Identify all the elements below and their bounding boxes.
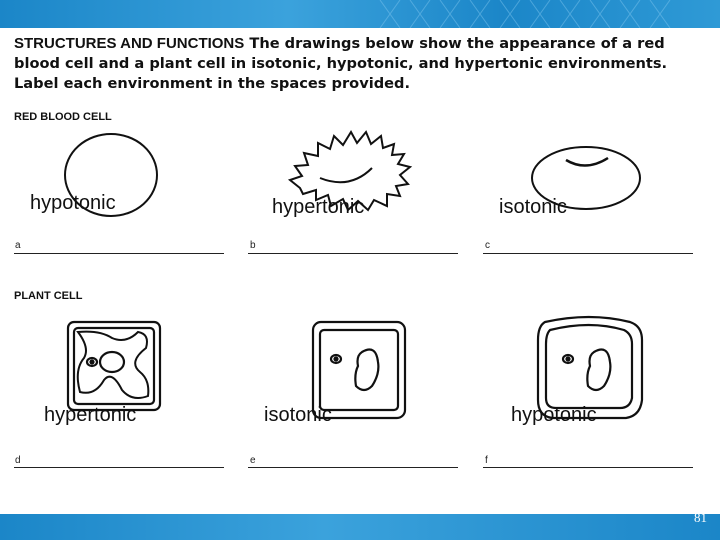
heading-title: STRUCTURES AND FUNCTIONS [14, 35, 245, 52]
letter-d: d [15, 455, 21, 466]
answer-line-f [483, 467, 693, 468]
section-red-blood-cell: RED BLOOD CELL [14, 111, 112, 123]
answer-line-a [14, 253, 224, 254]
rbc-hypertonic-dimple [320, 168, 372, 182]
page-number: 81 [694, 510, 707, 525]
answer-line-e [248, 467, 458, 468]
letter-c: c [485, 240, 490, 251]
section-plant-cell: PLANT CELL [14, 290, 83, 302]
plant-hypertonic-drawing [68, 322, 160, 410]
letter-f: f [485, 455, 488, 466]
answer-line-d [14, 467, 224, 468]
letter-a: a [15, 240, 21, 251]
answer-e: isotonic [264, 404, 332, 426]
answer-a: hypotonic [30, 192, 116, 214]
bottom-banner [0, 514, 720, 540]
answer-line-b [248, 253, 458, 254]
letter-b: b [250, 240, 256, 251]
letter-e: e [250, 455, 256, 466]
heading-text: The drawings below show the appearance of a red blood cell and a plant cell in isotonic, hypotonic, and hypertonic environments. Label each environment in the spaces provided. [14, 35, 668, 92]
rbc-isotonic-dimple [566, 158, 608, 166]
plant-hypotonic-drawing [538, 317, 642, 418]
answer-d: hypertonic [44, 404, 137, 426]
answer-b: hypertonic [272, 196, 365, 218]
answer-line-c [483, 253, 693, 254]
answer-c: isotonic [499, 196, 567, 218]
answer-f: hypotonic [511, 404, 597, 426]
